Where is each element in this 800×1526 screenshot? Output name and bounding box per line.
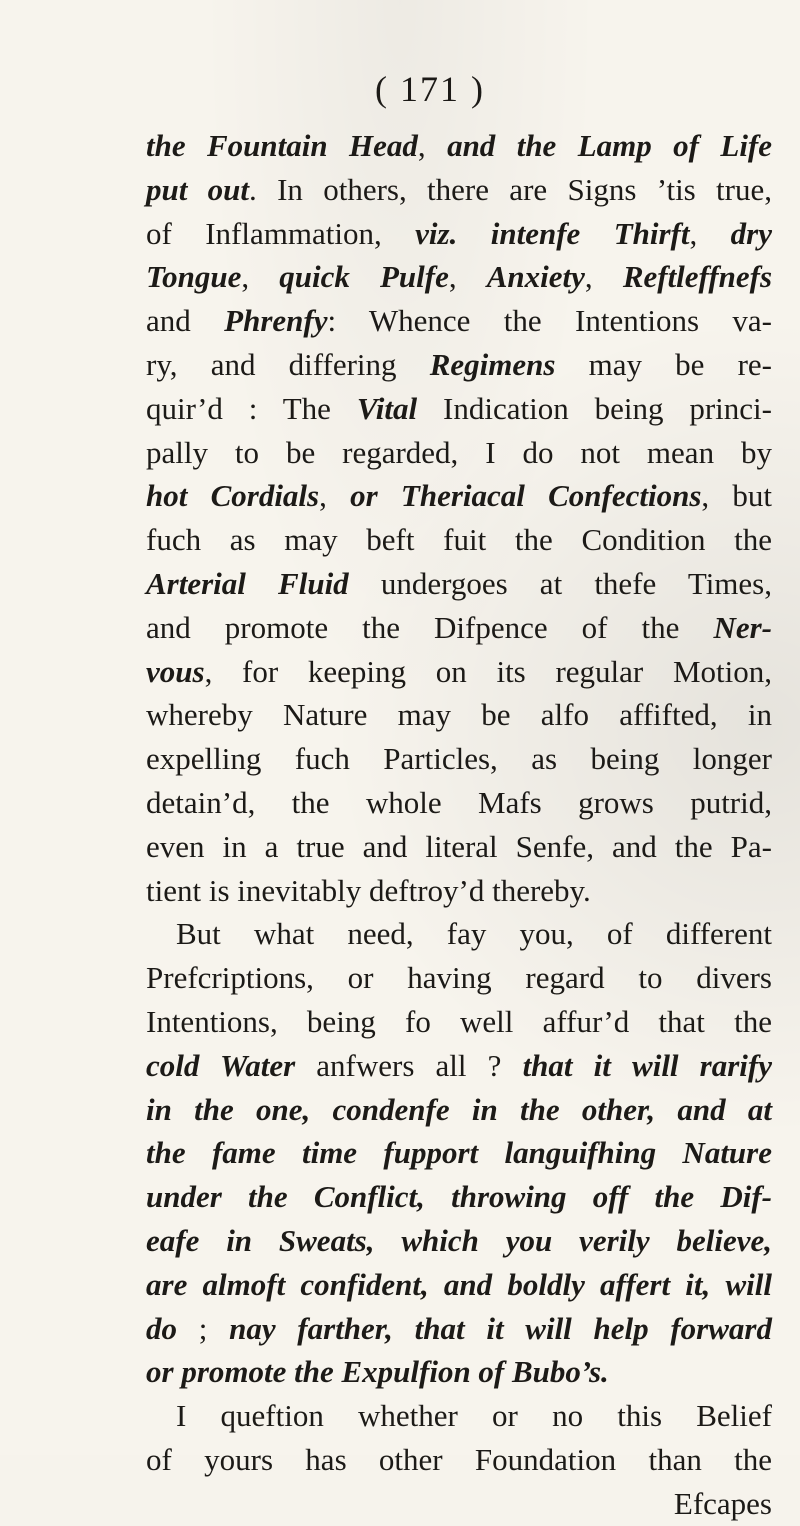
roman-text: tient is inevitably deftroy’d thereby. <box>146 872 591 908</box>
roman-text: Efcapes <box>673 1485 772 1521</box>
page-number: ( 171 ) <box>375 69 485 109</box>
roman-text: Prefcriptions, or having regard to divers <box>146 960 772 996</box>
italic-text: the fame time fupport languifhing Nature <box>146 1135 772 1171</box>
roman-text: expelling fuch Particles, as being longer <box>146 741 772 777</box>
roman-text: of yours has other Foundation than the <box>146 1441 772 1477</box>
roman-text: of Inflammation, <box>146 215 416 251</box>
text-line <box>146 693 772 737</box>
roman-text: ry, and differing <box>146 346 430 382</box>
italic-text: are almoft confident, and boldly affert it, will <box>146 1266 772 1302</box>
text-line <box>146 912 772 956</box>
roman-text: detain’d, the whole Mafs grows putrid, <box>146 784 772 820</box>
text-line <box>146 255 772 299</box>
text-line <box>146 737 772 781</box>
italic-text: Phrenfy <box>224 303 328 339</box>
text-line <box>146 1175 772 1219</box>
roman-text: But what need, fay you, of different <box>176 916 772 952</box>
roman-text: and <box>146 303 225 339</box>
text-line <box>146 387 772 431</box>
text-line <box>146 869 772 913</box>
text-line <box>146 212 772 256</box>
italic-text: eafe in Sweats, which you verily believe, <box>146 1222 772 1258</box>
italic-text: Arterial Fluid <box>146 565 349 601</box>
text-line <box>146 1131 772 1175</box>
text-line <box>146 562 772 606</box>
roman-text: may be re- <box>555 346 772 382</box>
text-line <box>146 956 772 1000</box>
roman-text: , <box>689 215 731 251</box>
roman-text: undergoes at thefe Times, <box>348 565 772 601</box>
roman-text: , <box>448 259 487 295</box>
text-line <box>146 1000 772 1044</box>
italic-text: or promote the Expulfion of Bubo’s. <box>146 1354 609 1390</box>
roman-text: pally to be regarded, I do not mean by <box>146 434 772 470</box>
roman-text: , but <box>701 478 772 514</box>
roman-text: ; <box>177 1310 230 1346</box>
italic-text: quick Pulfe <box>279 259 449 295</box>
italic-text: Reftleffnefs <box>622 259 773 295</box>
text-line <box>146 1088 772 1132</box>
italic-text: under the Conflict, throwing off the Dif- <box>146 1179 772 1215</box>
italic-text: viz. intenfe Thirft <box>415 215 690 251</box>
italic-text: vous <box>146 653 205 689</box>
roman-text: , <box>584 259 623 295</box>
italic-text: cold Water <box>146 1047 296 1083</box>
text-line <box>146 1394 772 1438</box>
text-line <box>146 606 772 650</box>
text-line <box>146 1438 772 1482</box>
text-line <box>146 343 772 387</box>
text-line <box>146 781 772 825</box>
text-line <box>146 518 772 562</box>
roman-text: Intentions, being fo well affur’d that the <box>146 1003 772 1039</box>
roman-text: quir’d : The <box>146 390 357 426</box>
roman-text: whereby Nature may be alfo affifted, in <box>146 697 772 733</box>
text-line <box>146 1307 772 1351</box>
italic-text: Ner- <box>713 609 772 645</box>
body-text <box>146 124 772 1526</box>
text-line <box>146 1350 772 1394</box>
text-line <box>146 825 772 869</box>
italic-text: the Fountain Head <box>146 128 418 163</box>
italic-text: Anxiety <box>486 259 585 295</box>
roman-text: I queftion whether or no this Belief <box>176 1398 772 1434</box>
italic-text: put out <box>146 171 250 207</box>
italic-text: in the one, condenfe in the other, and at <box>146 1091 772 1127</box>
italic-text: dry <box>730 215 772 251</box>
roman-text: . In others, there are Signs ’tis true, <box>249 171 772 207</box>
text-line <box>146 431 772 475</box>
roman-text: anfwers all ? <box>295 1047 523 1083</box>
italic-text: do <box>146 1310 177 1346</box>
text-line <box>146 1044 772 1088</box>
text-line <box>146 474 772 518</box>
italic-text: Vital <box>356 390 418 426</box>
text-line <box>146 124 772 168</box>
italic-text: Tongue <box>146 259 242 295</box>
italic-text: or Theriacal Confections <box>350 478 702 514</box>
roman-text: Indication being princi- <box>417 390 772 426</box>
roman-text: , <box>319 478 351 514</box>
text-line <box>146 168 772 212</box>
roman-text: , <box>417 128 448 163</box>
italic-text: hot Cordials <box>146 478 320 514</box>
text-line <box>146 1263 772 1307</box>
roman-text: even in a true and literal Senfe, and the Pa- <box>146 828 772 864</box>
roman-text: , <box>241 259 280 295</box>
text-line <box>146 650 772 694</box>
text-line <box>146 1219 772 1263</box>
text-line <box>146 299 772 343</box>
roman-text: , for keeping on its regular Motion, <box>204 653 772 689</box>
italic-text: nay farther, that it will help forward <box>229 1310 772 1346</box>
italic-text: and the Lamp of Life <box>447 128 773 163</box>
roman-text: and promote the Difpence of the <box>146 609 714 645</box>
roman-text: : Whence the Intentions va- <box>327 303 772 339</box>
roman-text: fuch as may beft fuit the Condition the <box>146 522 772 558</box>
catchword <box>146 1482 772 1526</box>
italic-text: Regimens <box>429 346 556 382</box>
italic-text: that it will rarify <box>522 1047 772 1083</box>
